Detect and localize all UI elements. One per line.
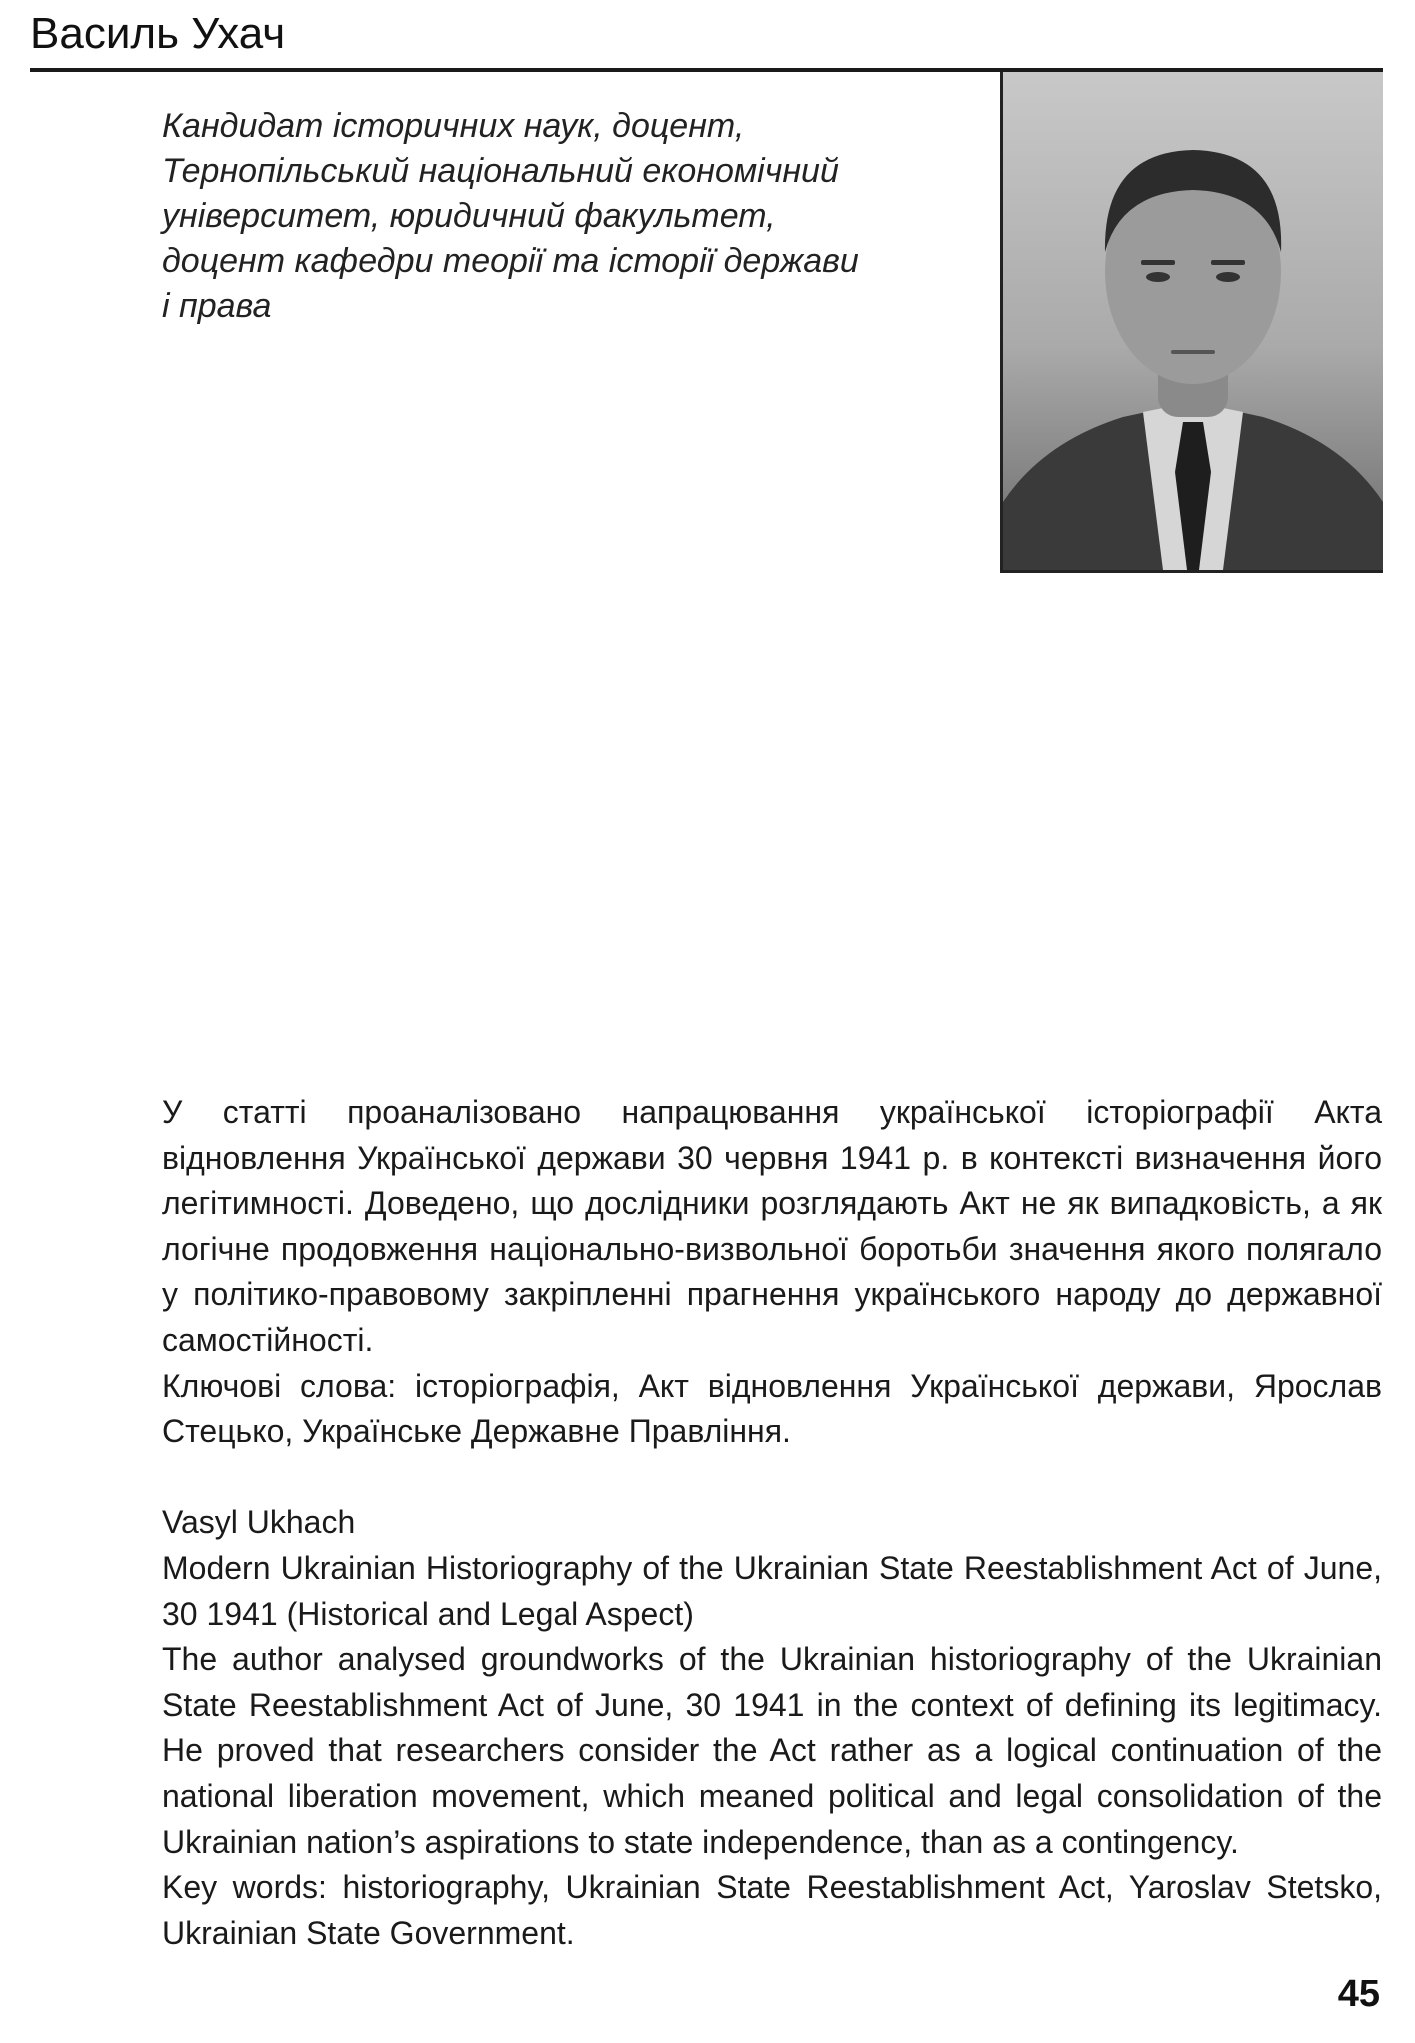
author-affiliation: Кандидат історичних наук, доцент, Тернопільський національний економічний університет, юридичний факультет, доцент кафедри теорії та історії держави і права xyxy=(162,107,859,325)
abstract-ua-keywords: Ключові слова: історіографія, Акт відновлення Української держави, Ярослав Стецько, Українське Державне Правління. xyxy=(162,1367,1382,1450)
page-number: 45 xyxy=(1337,1973,1380,2015)
author-name: Василь Ухач xyxy=(30,9,286,58)
abstract-ua-text: У статті проаналізовано напрацювання української історіографії Акта відновлення Української держави 30 червня 1941 р. в контексті визначення його легітимності. Доведено, що дослідники розглядають Акт не як випадковість, а як логічне продовження національно-визвольної боротьби значення якого полягало у політико-правовому закріпленні прагнення українського народу до державної самостійності. xyxy=(162,1094,1382,1358)
author-photo xyxy=(1000,72,1383,573)
abstract-en-text: The author analysed groundworks of the Ukrainian historiography of the Ukrainian State Reestablishment Act of June, 30 1941 in the context of defining its legitimacy. He proved that researchers consider the Act rather as a logical continuation of the national liberation movement, which meaned political and legal consolidation of the Ukrainian nation’s aspirations to state independence, than as a contingency. xyxy=(162,1641,1382,1860)
abstract-en-author: Vasyl Ukhach xyxy=(162,1504,356,1541)
section-gap xyxy=(162,1455,1382,1501)
abstract-en-title: Modern Ukrainian Historiography of the Ukrainian State Reestablishment Act of June, 30 1941 (Historical and Legal Aspect) xyxy=(162,1549,1382,1632)
abstract-section xyxy=(162,1090,1382,1956)
abstract-en-keywords: Key words: historiography, Ukrainian State Reestablishment Act, Yaroslav Stetsko, Ukrainian State Government. xyxy=(162,1869,1382,1951)
